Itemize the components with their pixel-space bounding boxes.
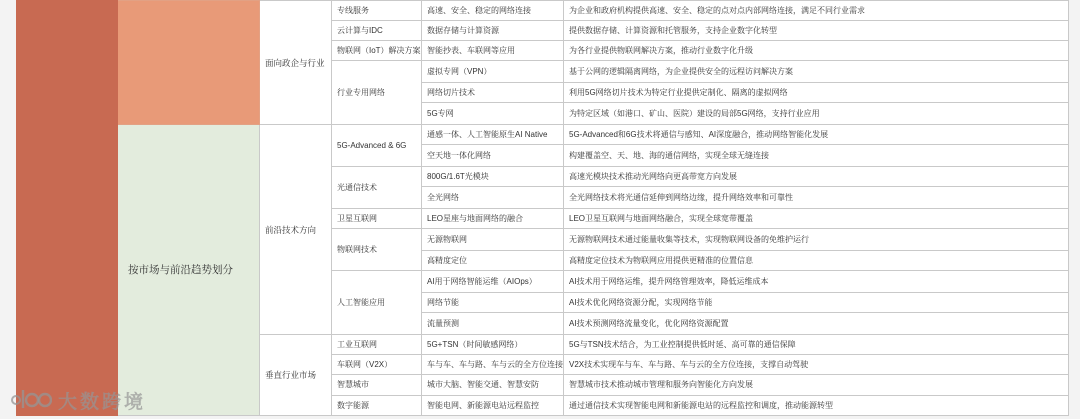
table-row <box>17 1 1069 21</box>
desc-cell: 高速光模块技术推动光网络向更高带宽方向发展 <box>564 167 1069 187</box>
tech-cell: 数据存储与计算资源 <box>422 21 564 41</box>
topic-node: 物联网（IoT）解决方案 <box>332 41 422 61</box>
watermark-logo-icon <box>10 386 52 415</box>
desc-cell: 全光网络技术将光通信延伸到网络边缘，提升网络效率和可靠性 <box>564 187 1069 209</box>
topic-node: 卫星互联网 <box>332 209 422 229</box>
watermark-text: 大数跨境 <box>58 391 147 413</box>
mindmap-body <box>17 1 1069 416</box>
tech-cell: 800G/1.6T光模块 <box>422 167 564 187</box>
desc-cell: 基于公网的逻辑隔离网络，为企业提供安全的远程访问解决方案 <box>564 61 1069 83</box>
topic-node: 人工智能应用 <box>332 271 422 335</box>
subgroup-node: 垂直行业市场 <box>260 335 332 416</box>
topic-node: 数字能源 <box>332 396 422 416</box>
tech-cell: 网络节能 <box>422 293 564 313</box>
topic-node: 光通信技术 <box>332 167 422 209</box>
group-node: 按市场与前沿趋势划分 <box>118 125 260 416</box>
tech-cell: 城市大脑、智能交通、智慧安防 <box>422 375 564 396</box>
topic-node: 工业互联网 <box>332 335 422 355</box>
table-row <box>17 125 1069 145</box>
desc-cell: 无源物联网技术通过能量收集等技术，实现物联网设备的免维护运行 <box>564 229 1069 251</box>
tech-cell: 车与车、车与路、车与云的全方位连接 <box>422 355 564 375</box>
tech-cell: 通感一体、人工智能原生AI Native <box>422 125 564 145</box>
tech-cell: 智能抄表、车联网等应用 <box>422 41 564 61</box>
topic-node: 云计算与IDC <box>332 21 422 41</box>
tech-cell: 无源物联网 <box>422 229 564 251</box>
desc-cell: 5G与TSN技术结合，为工业控制提供低时延、高可靠的通信保障 <box>564 335 1069 355</box>
tech-cell: 5G专网 <box>422 103 564 125</box>
tech-cell: LEO星座与地面网络的融合 <box>422 209 564 229</box>
desc-cell: 为企业和政府机构提供高速、安全、稳定的点对点内部网络连接，满足不同行业需求 <box>564 1 1069 21</box>
desc-cell: V2X技术实现车与车、车与路、车与云的全方位连接，支撑自动驾驶 <box>564 355 1069 375</box>
desc-cell: 构建覆盖空、天、地、海的通信网络，实现全球无缝连接 <box>564 145 1069 167</box>
topic-node: 智慧城市 <box>332 375 422 396</box>
topic-node: 行业专用网络 <box>332 61 422 125</box>
tech-cell: 虚拟专网（VPN） <box>422 61 564 83</box>
watermark <box>10 386 146 414</box>
subgroup-node: 面向政企与行业 <box>260 1 332 125</box>
tech-cell: 空天地一体化网络 <box>422 145 564 167</box>
desc-cell: 高精度定位技术为物联网应用提供更精准的位置信息 <box>564 251 1069 271</box>
desc-cell: AI技术用于网络运维，提升网络管理效率，降低运维成本 <box>564 271 1069 293</box>
tech-cell: 流量预测 <box>422 313 564 335</box>
topic-node: 5G-Advanced & 6G <box>332 125 422 167</box>
mindmap-table <box>16 0 1069 416</box>
root-node <box>17 1 118 416</box>
tech-cell: 5G+TSN（时间敏感网络） <box>422 335 564 355</box>
topic-node: 物联网技术 <box>332 229 422 271</box>
group-node <box>118 1 260 125</box>
topic-node: 车联网（V2X） <box>332 355 422 375</box>
desc-cell: LEO卫星互联网与地面网络融合，实现全球宽带覆盖 <box>564 209 1069 229</box>
desc-cell: 5G-Advanced和6G技术将通信与感知、AI深度融合，推动网络智能化发展 <box>564 125 1069 145</box>
desc-cell: 智慧城市技术推动城市管理和服务向智能化方向发展 <box>564 375 1069 396</box>
tech-cell: 网络切片技术 <box>422 83 564 103</box>
tech-cell: AI用于网络智能运维（AIOps） <box>422 271 564 293</box>
desc-cell: 利用5G网络切片技术为特定行业提供定制化、隔离的虚拟网络 <box>564 83 1069 103</box>
desc-cell: AI技术优化网络资源分配，实现网络节能 <box>564 293 1069 313</box>
tech-cell: 智能电网、新能源电站远程监控 <box>422 396 564 416</box>
tech-cell: 高精度定位 <box>422 251 564 271</box>
desc-cell: AI技术预测网络流量变化，优化网络资源配置 <box>564 313 1069 335</box>
desc-cell: 通过通信技术实现智能电网和新能源电站的远程监控和调度，推动能源转型 <box>564 396 1069 416</box>
topic-node: 专线服务 <box>332 1 422 21</box>
tech-cell: 高速、安全、稳定的网络连接 <box>422 1 564 21</box>
mindmap-table-container <box>16 0 1069 411</box>
desc-cell: 提供数据存储、计算资源和托管服务，支持企业数字化转型 <box>564 21 1069 41</box>
desc-cell: 为各行业提供物联网解决方案，推动行业数字化升级 <box>564 41 1069 61</box>
subgroup-node: 前沿技术方向 <box>260 125 332 335</box>
tech-cell: 全光网络 <box>422 187 564 209</box>
desc-cell: 为特定区域（如港口、矿山、医院）建设的局部5G网络，支持行业应用 <box>564 103 1069 125</box>
